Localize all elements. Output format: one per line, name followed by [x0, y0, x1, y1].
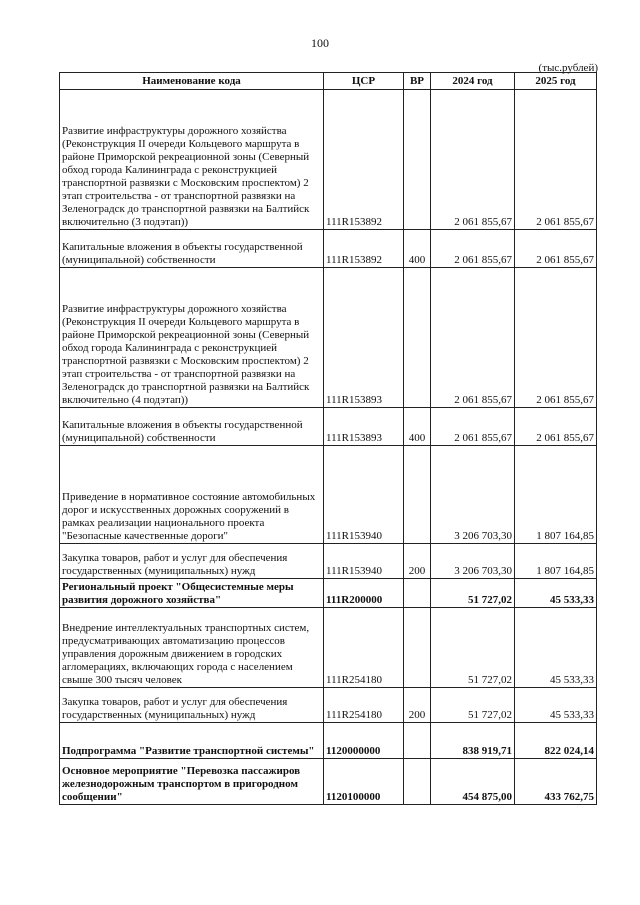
table-row [60, 579, 597, 608]
table-row [60, 688, 597, 723]
row-csr-cell: 111R153940 [324, 544, 404, 579]
row-2025-cell: 45 533,33 [515, 608, 597, 688]
row-csr-cell: 111R153893 [324, 408, 404, 446]
row-name-cell: Приведение в нормативное состояние автомобильных дорог и искусственных дорожных сооружений в рамках реализации национального проекта "Безопасные качественные дороги" [60, 446, 324, 544]
row-2024-cell: 51 727,02 [431, 608, 515, 688]
table-row [60, 230, 597, 268]
row-2024-cell: 51 727,02 [431, 688, 515, 723]
row-name-cell: Подпрограмма "Развитие транспортной системы" [60, 723, 324, 759]
row-2024-cell: 838 919,71 [431, 723, 515, 759]
row-vr-cell [404, 90, 431, 230]
row-name-cell: Региональный проект "Общесистемные меры развития дорожного хозяйства" [60, 579, 324, 608]
row-csr-cell: 111R254180 [324, 688, 404, 723]
row-2024-cell: 51 727,02 [431, 579, 515, 608]
row-name-cell: Развитие инфраструктуры дорожного хозяйства (Реконструкция II очереди Кольцевого маршрута в районе Приморской рекреационной зоны (Северный обход города Калининграда с реконструкцией транспортной развязки с Московским проспектом) 2 этап строительства - от транспортной развязки на Зеленоградск до транспортной развязки на Балтийск включительно (3 подэтап)) [60, 90, 324, 230]
row-vr-cell: 200 [404, 544, 431, 579]
budget-table [59, 72, 597, 805]
row-2024-cell: 3 206 703,30 [431, 446, 515, 544]
row-2025-cell: 2 061 855,67 [515, 408, 597, 446]
row-csr-cell: 111R153940 [324, 446, 404, 544]
table-row [60, 408, 597, 446]
row-name-cell: Закупка товаров, работ и услуг для обеспечения государственных (муниципальных) нужд [60, 688, 324, 723]
row-name-cell: Внедрение интеллектуальных транспортных систем, предусматривающих автоматизацию процессов управления дорожным движением в городских агломерациях, включающих города с населением свыше 300 тысяч человек [60, 608, 324, 688]
row-vr-cell [404, 759, 431, 805]
table-row [60, 608, 597, 688]
row-2025-cell: 1 807 164,85 [515, 544, 597, 579]
row-2024-cell: 454 875,00 [431, 759, 515, 805]
table-row [60, 90, 597, 230]
header-csr: ЦСР [324, 73, 404, 90]
row-2024-cell: 2 061 855,67 [431, 268, 515, 408]
row-name-cell: Основное мероприятие "Перевозка пассажиров железнодорожным транспортом в пригородном сообщении" [60, 759, 324, 805]
row-csr-cell: 111R200000 [324, 579, 404, 608]
row-2024-cell: 3 206 703,30 [431, 544, 515, 579]
row-vr-cell [404, 268, 431, 408]
row-csr-cell: 111R153893 [324, 268, 404, 408]
row-2025-cell: 45 533,33 [515, 579, 597, 608]
row-vr-cell: 400 [404, 230, 431, 268]
header-2024: 2024 год [431, 73, 515, 90]
row-2025-cell: 2 061 855,67 [515, 268, 597, 408]
units-note: (тыс.рублей) [538, 62, 598, 74]
row-2025-cell: 822 024,14 [515, 723, 597, 759]
row-csr-cell: 111R254180 [324, 608, 404, 688]
row-2025-cell: 433 762,75 [515, 759, 597, 805]
header-row [60, 73, 597, 90]
row-csr-cell: 111R153892 [324, 90, 404, 230]
page-number: 100 [311, 36, 329, 50]
row-name-cell: Развитие инфраструктуры дорожного хозяйства (Реконструкция II очереди Кольцевого маршрута в районе Приморской рекреационной зоны (Северный обход города Калининграда с реконструкцией транспортной развязки с Московским проспектом) 2 этап строительства - от транспортной развязки на Зеленоградск до транспортной развязки на Балтийск включительно (4 подэтап)) [60, 268, 324, 408]
row-vr-cell: 200 [404, 688, 431, 723]
row-2024-cell: 2 061 855,67 [431, 90, 515, 230]
row-2024-cell: 2 061 855,67 [431, 408, 515, 446]
row-2025-cell: 45 533,33 [515, 688, 597, 723]
row-csr-cell: 1120000000 [324, 723, 404, 759]
row-name-cell: Капитальные вложения в объекты государственной (муниципальной) собственности [60, 408, 324, 446]
row-csr-cell: 111R153892 [324, 230, 404, 268]
row-vr-cell: 400 [404, 408, 431, 446]
row-2025-cell: 1 807 164,85 [515, 446, 597, 544]
row-vr-cell [404, 446, 431, 544]
header-name: Наименование кода [60, 73, 324, 90]
table-row [60, 544, 597, 579]
row-name-cell: Закупка товаров, работ и услуг для обеспечения государственных (муниципальных) нужд [60, 544, 324, 579]
row-2025-cell: 2 061 855,67 [515, 230, 597, 268]
row-csr-cell: 1120100000 [324, 759, 404, 805]
row-name-cell: Капитальные вложения в объекты государственной (муниципальной) собственности [60, 230, 324, 268]
table-row [60, 759, 597, 805]
row-2025-cell: 2 061 855,67 [515, 90, 597, 230]
row-2024-cell: 2 061 855,67 [431, 230, 515, 268]
row-vr-cell [404, 608, 431, 688]
row-vr-cell [404, 579, 431, 608]
header-2025: 2025 год [515, 73, 597, 90]
table-row [60, 723, 597, 759]
row-vr-cell [404, 723, 431, 759]
header-vr: ВР [404, 73, 431, 90]
table-row [60, 446, 597, 544]
table-row [60, 268, 597, 408]
